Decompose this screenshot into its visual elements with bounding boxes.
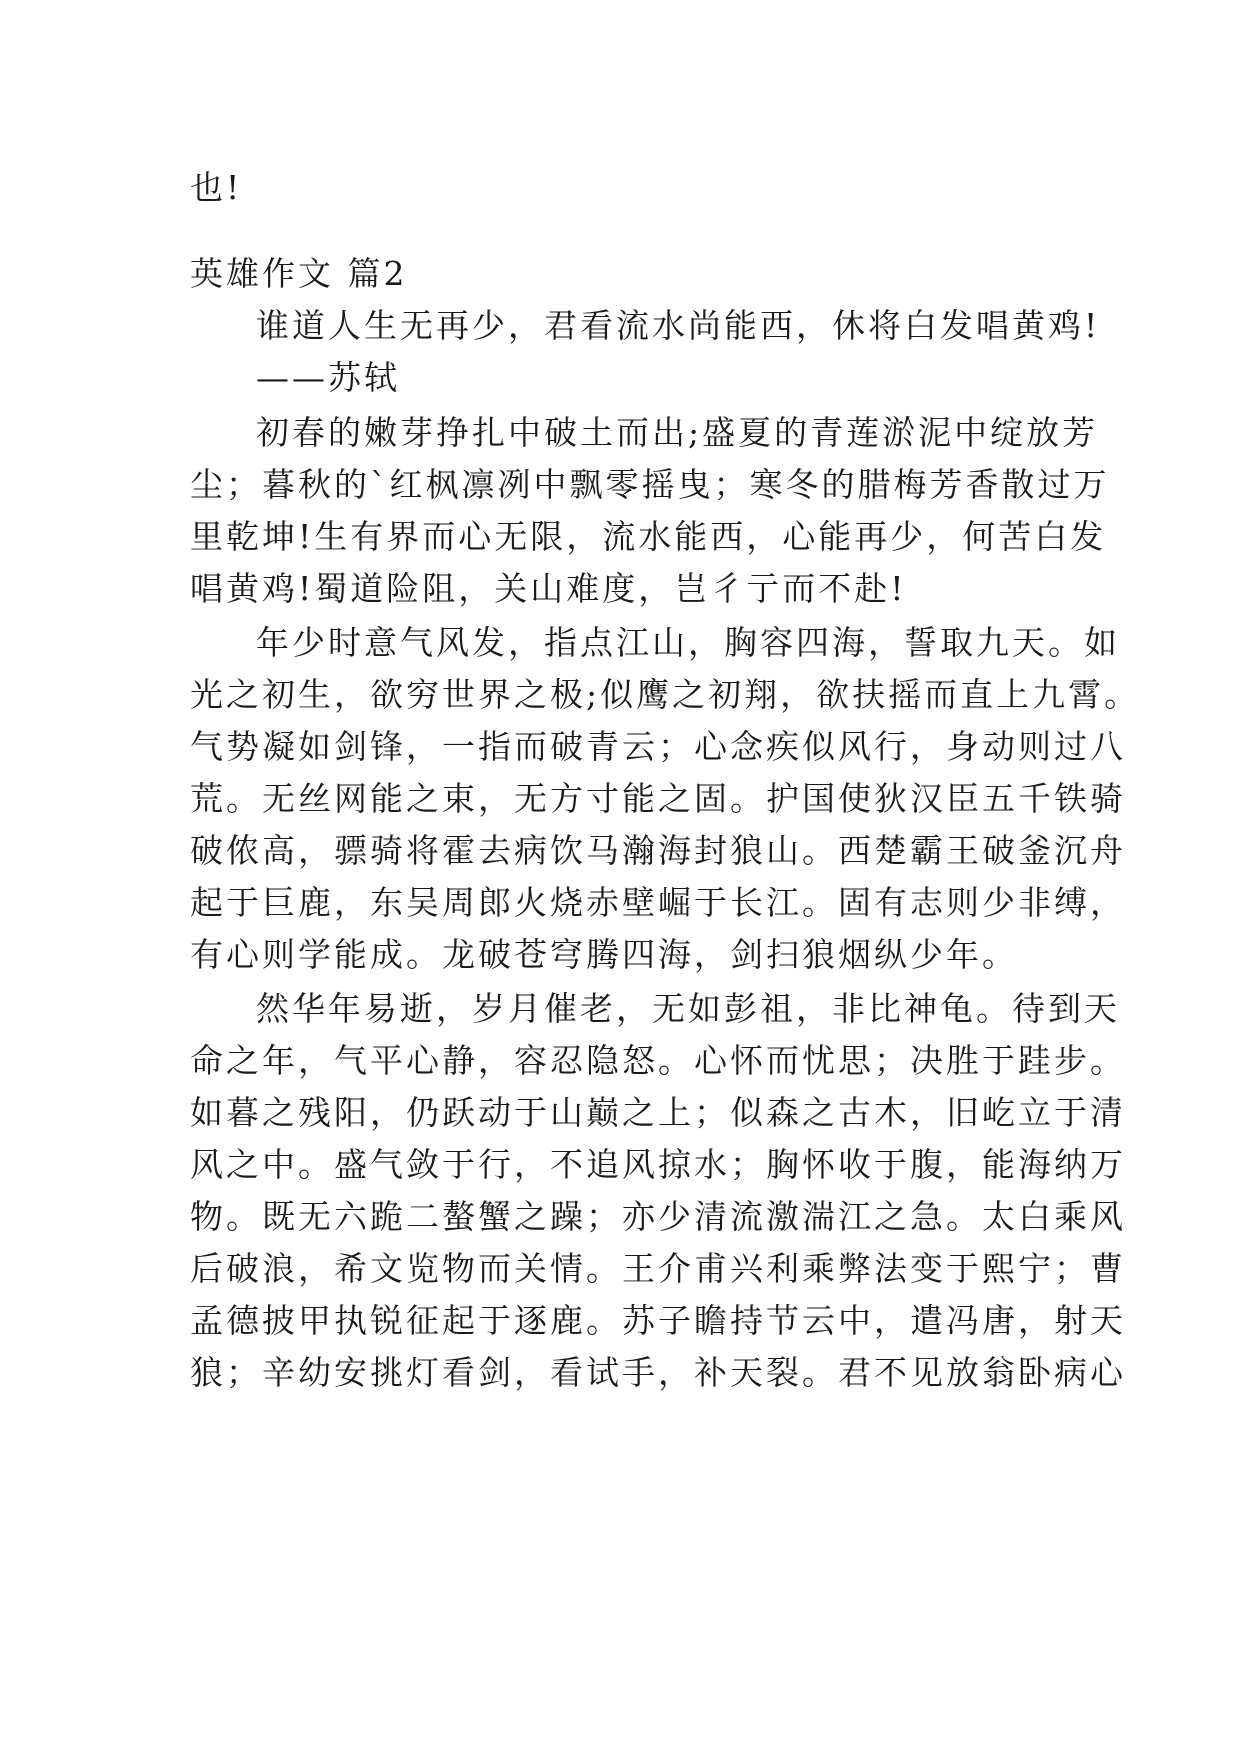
paragraph-3-line-8: 狼；辛幼安挑灯看剑，看试手，补天裂。君不见放翁卧病心 bbox=[190, 1353, 1126, 1392]
section-heading: 英雄作文 篇2 bbox=[190, 254, 408, 293]
text-line-closing: 也! bbox=[190, 168, 243, 207]
paragraph-2-line-2: 光之初生，欲穷世界之极;似鹰之初翔，欲扶摇而直上九霄。 bbox=[190, 675, 1141, 714]
paragraph-3-line-6: 后破浪，希文览物而关情。王介甫兴利乘弊法变于熙宁；曹 bbox=[190, 1249, 1126, 1288]
paragraph-2-line-5: 破侬高，骠骑将霍去病饮马瀚海封狼山。西楚霸王破釜沉舟 bbox=[190, 831, 1126, 870]
paragraph-3-line-5: 物。既无六跪二螯蟹之躁；亦少清流激湍江之急。太白乘风 bbox=[190, 1197, 1126, 1236]
paragraph-1-line-2: 尘；暮秋的`红枫凛冽中飘零摇曳；寒冬的腊梅芳香散过万 bbox=[190, 465, 1110, 504]
paragraph-1-line-4: 唱黄鸡!蜀道险阻，关山难度，岂彳亍而不赴! bbox=[190, 569, 907, 608]
paragraph-3-line-3: 如暮之残阳，仍跃动于山巅之上；似森之古木，旧屹立于清 bbox=[190, 1093, 1126, 1132]
paragraph-2-line-4: 荒。无丝网能之束，无方寸能之固。护国使狄汉臣五千铁骑 bbox=[190, 779, 1126, 818]
paragraph-2-line-1: 年少时意气风发，指点江山，胸容四海，誓取九天。如 bbox=[256, 623, 1120, 662]
paragraph-3-line-7: 孟德披甲执锐征起于逐鹿。苏子瞻持节云中，遣冯唐，射天 bbox=[190, 1301, 1126, 1340]
paragraph-3-line-1: 然华年易逝，岁月催老，无如彭祖，非比神龟。待到天 bbox=[256, 989, 1120, 1028]
paragraph-3-line-2: 命之年，气平心静，容忍隐怒。心怀而忧思；决胜于跬步。 bbox=[190, 1041, 1126, 1080]
paragraph-1-line-3: 里乾坤!生有界而心无限，流水能西，心能再少，何苦白发 bbox=[190, 517, 1107, 556]
paragraph-3-line-4: 风之中。盛气敛于行，不追风掠水；胸怀收于腹，能海纳万 bbox=[190, 1145, 1126, 1184]
epigraph-attribution: ——苏轼 bbox=[256, 358, 400, 397]
paragraph-2-line-7: 有心则学能成。龙破苍穹腾四海，剑扫狼烟纵少年。 bbox=[190, 935, 1018, 974]
epigraph-quote: 谁道人生无再少，君看流水尚能西，休将白发唱黄鸡! bbox=[256, 306, 1101, 345]
paragraph-2-line-3: 气势凝如剑锋，一指而破青云；心念疾似风行，身动则过八 bbox=[190, 727, 1126, 766]
paragraph-2-line-6: 起于巨鹿，东吴周郎火烧赤壁崛于长江。固有志则少非缚， bbox=[190, 883, 1126, 922]
paragraph-1-line-1: 初春的嫩芽挣扎中破土而出;盛夏的青莲淤泥中绽放芳 bbox=[256, 413, 1099, 452]
